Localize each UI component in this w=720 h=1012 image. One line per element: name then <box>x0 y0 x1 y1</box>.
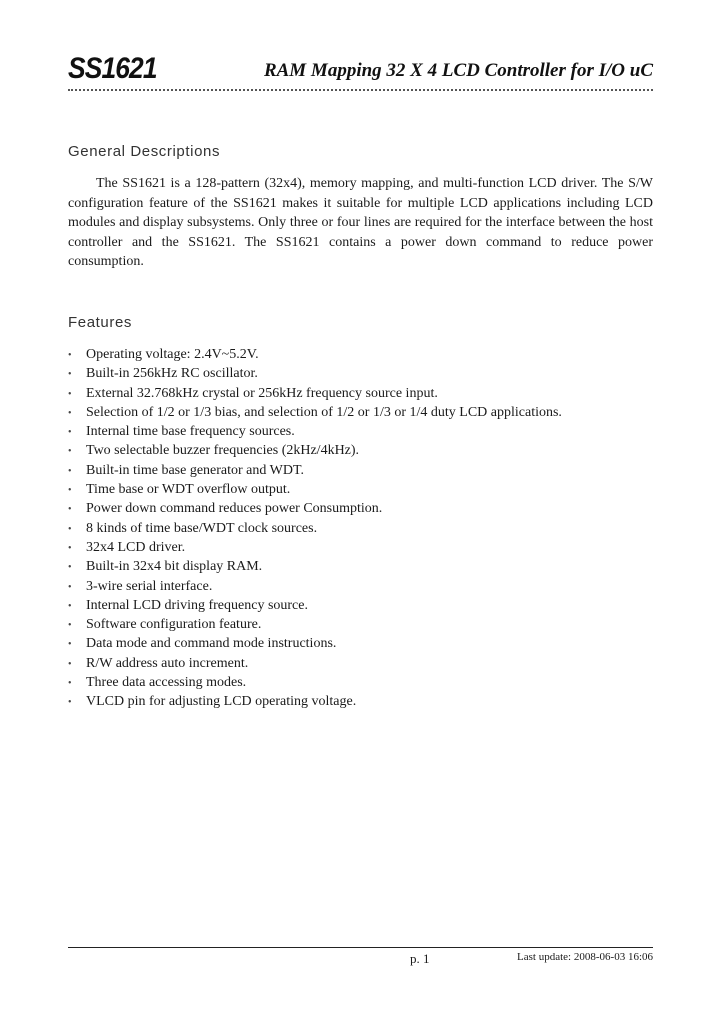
feature-item <box>68 692 653 711</box>
feature-text: Internal time base frequency sources. <box>86 424 295 440</box>
general-descriptions-heading: General Descriptions <box>68 143 221 160</box>
feature-item <box>68 673 653 692</box>
feature-item <box>68 538 653 557</box>
features-list <box>68 345 653 712</box>
feature-item <box>68 499 653 518</box>
bullet-icon: • <box>68 697 72 709</box>
bullet-icon: • <box>68 388 72 400</box>
feature-item <box>68 403 653 422</box>
general-descriptions-text: The SS1621 is a 128-pattern (32x4), memory mapping, and multi-function LCD driver. The S/W configuration feature of the SS1621 makes it suitable for multiple LCD applications including LCD modules and display subsystems. Only three or four lines are required for the interface between the host controller and the SS1621. The SS1621 contains a power down command to reduce power consumption. <box>68 176 653 269</box>
bullet-icon: • <box>68 407 72 419</box>
feature-item <box>68 461 653 480</box>
page-number: p. 1 <box>410 951 430 966</box>
header-dotted-divider <box>68 89 653 91</box>
bullet-icon: • <box>68 542 72 554</box>
feature-text: Selection of 1/2 or 1/3 bias, and selection of 1/2 or 1/3 or 1/4 duty LCD applications. <box>86 404 562 420</box>
bullet-icon: • <box>68 620 72 632</box>
bullet-icon: • <box>68 427 72 439</box>
feature-text: Built-in 32x4 bit display RAM. <box>86 559 263 575</box>
bullet-icon: • <box>68 350 72 361</box>
feature-item <box>68 364 653 383</box>
bullet-icon: • <box>68 504 72 516</box>
bullet-icon: • <box>68 562 72 574</box>
feature-text: Built-in time base generator and WDT. <box>86 462 304 478</box>
feature-item <box>68 384 653 403</box>
features-heading: Features <box>68 314 132 331</box>
brand-logo-text: SS1621 <box>68 52 157 85</box>
feature-text: Three data accessing modes. <box>86 675 247 691</box>
bullet-icon: • <box>68 465 72 477</box>
bullet-icon: • <box>68 369 72 381</box>
feature-item <box>68 480 653 499</box>
feature-item <box>68 422 653 441</box>
feature-item <box>68 577 653 596</box>
feature-text: Built-in 256kHz RC oscillator. <box>86 366 258 382</box>
feature-item <box>68 345 653 364</box>
bullet-icon: • <box>68 658 72 670</box>
feature-text: Data mode and command mode instructions. <box>86 636 337 652</box>
feature-text: 8 kinds of time base/WDT clock sources. <box>86 520 318 536</box>
bullet-icon: • <box>68 581 72 593</box>
feature-text: VLCD pin for adjusting LCD operating voltage. <box>86 694 357 710</box>
bullet-icon: • <box>68 639 72 651</box>
bullet-icon: • <box>68 446 72 458</box>
feature-text: Time base or WDT overflow output. <box>86 482 291 498</box>
bullet-icon: • <box>68 523 72 535</box>
feature-text: Power down command reduces power Consumption. <box>86 501 383 517</box>
feature-item <box>68 441 653 460</box>
feature-item <box>68 519 653 538</box>
document-title: RAM Mapping 32 X 4 LCD Controller for I/O uC <box>263 60 653 81</box>
bullet-icon: • <box>68 485 72 497</box>
last-update: Last update: 2008-06-03 16:06 <box>517 951 653 963</box>
feature-text: Two selectable buzzer frequencies (2kHz/4kHz). <box>86 443 360 459</box>
feature-item <box>68 557 653 576</box>
feature-text: 3-wire serial interface. <box>86 578 213 594</box>
feature-item <box>68 654 653 673</box>
feature-item <box>68 596 653 615</box>
feature-item <box>68 634 653 653</box>
bullet-icon: • <box>68 600 72 612</box>
feature-text: 32x4 LCD driver. <box>86 539 186 555</box>
feature-text: Software configuration feature. <box>86 617 262 633</box>
feature-text: R/W address auto increment. <box>86 655 249 671</box>
feature-text: External 32.768kHz crystal or 256kHz frequency source input. <box>86 385 438 401</box>
feature-item <box>68 615 653 634</box>
page-header <box>68 52 653 92</box>
feature-text: Internal LCD driving frequency source. <box>86 597 308 613</box>
feature-text: Operating voltage: 2.4V~5.2V. <box>86 347 259 362</box>
bullet-icon: • <box>68 678 72 690</box>
footer-divider <box>68 947 653 948</box>
